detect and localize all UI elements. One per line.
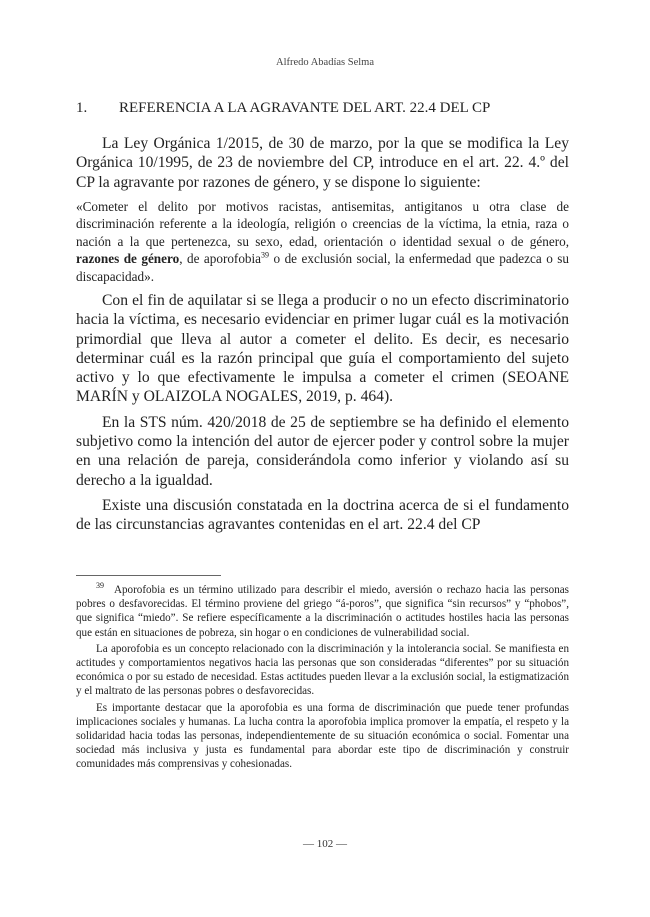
section-title: REFERENCIA A LA AGRAVANTE DEL ART. 22.4 DEL CP (119, 100, 491, 116)
footnote-1-text: Aporofobia es un término utilizado para describir el miedo, aversión o rechazo hacia las personas pobres o desfavorecidas. El término proviene del griego “á-poros”, que significa “sin recursos” y “phobos”, que significa “miedo”. Se refiere específicamente a la discriminación o actitudes hostiles hacia las personas que están en situaciones de pobreza, sin hogar o en condiciones de vulnerabilidad social. (76, 584, 569, 639)
footnote-2: La aporofobia es un concepto relacionado con la discriminación y la intolerancia social. Se manifiesta en actitudes y comportamientos negativos hacia las personas que son consideradas “diferentes” por su situación económica o por su estado de necesidad. Estas actitudes pueden llevar a la exclusión social, la estigmatización y el maltrato de las personas pobres o desfavorecidas. (76, 642, 569, 698)
paragraph-2: Con el fin de aquilatar si se llega a producir o no un efecto discriminatorio hacia la víctima, es necesario evidenciar en primer lugar cuál es la motivación primordial que lleva al autor a cometer el delito. Es decir, es necesario determinar cuál es la razón principal que guía el comportamiento del sujeto activo y lo que efectivamente le impulsa a cometer el crimen (SEOANE MARÍN y OLAIZOLA NOGALES, 2019, p. 464). (76, 291, 569, 406)
page-number: — 102 — (303, 838, 347, 850)
body-text (76, 134, 569, 540)
footnotes (76, 583, 569, 774)
footnote-3: Es importante destacar que la aporofobia es una forma de discriminación que puede tener profundas implicaciones sociales y humanas. La lucha contra la aporofobia implica promover la empatía, el respeto y la solidaridad hacia todas las personas, independientemente de su situación económica o social. Fomentar una sociedad más inclusiva y justa es fundamental para abordar este tipo de discriminación y construir comunidades más comprensivas y cohesionadas. (76, 701, 569, 771)
quote-bold-text: razones de género (76, 251, 180, 267)
paragraph-4: Existe una discusión constatada en la doctrina acerca de si el fundamento de las circunstancias agravantes contenidas en el art. 22.4 del CP (76, 496, 569, 534)
quote-text-middle: , de aporofobia (179, 251, 262, 267)
section-heading (76, 100, 576, 117)
running-head: Alfredo Abadías Selma (276, 57, 374, 68)
footnote-mark: 39 (96, 581, 104, 591)
legal-quote (76, 198, 569, 285)
paragraph-3: En la STS núm. 420/2018 de 25 de septiembre se ha definido el elemento subjetivo como la intención del autor de ejercer poder y control sobre la mujer en una relación de pareja, considerándola como inferior y violando así su derecho a la igualdad. (76, 413, 569, 489)
footnote-1 (76, 583, 569, 640)
section-number: 1. (76, 100, 88, 116)
quote-text-end: o de exclusión social, la enfermedad que padezca o su discapacidad». (76, 251, 569, 284)
footnote-reference[interactable]: 39 (261, 250, 270, 260)
paragraph-1: La Ley Orgánica 1/2015, de 30 de marzo, por la que se modifica la Ley Orgánica 10/1995, de 23 de noviembre del CP, introduce en el art. 22. 4.º del CP la agravante por razones de género, y se dispone lo siguiente: (76, 135, 569, 191)
quote-text-start: «Cometer el delito por motivos racistas, antisemitas, antigitanos u otra clase de discriminación referente a la ideología, religión o creencias de la víctima, la etnia, raza o nación a la que pertenezca, su sexo, edad, orientación o identidad sexual o de género, (76, 198, 569, 249)
footnote-divider (76, 575, 221, 576)
